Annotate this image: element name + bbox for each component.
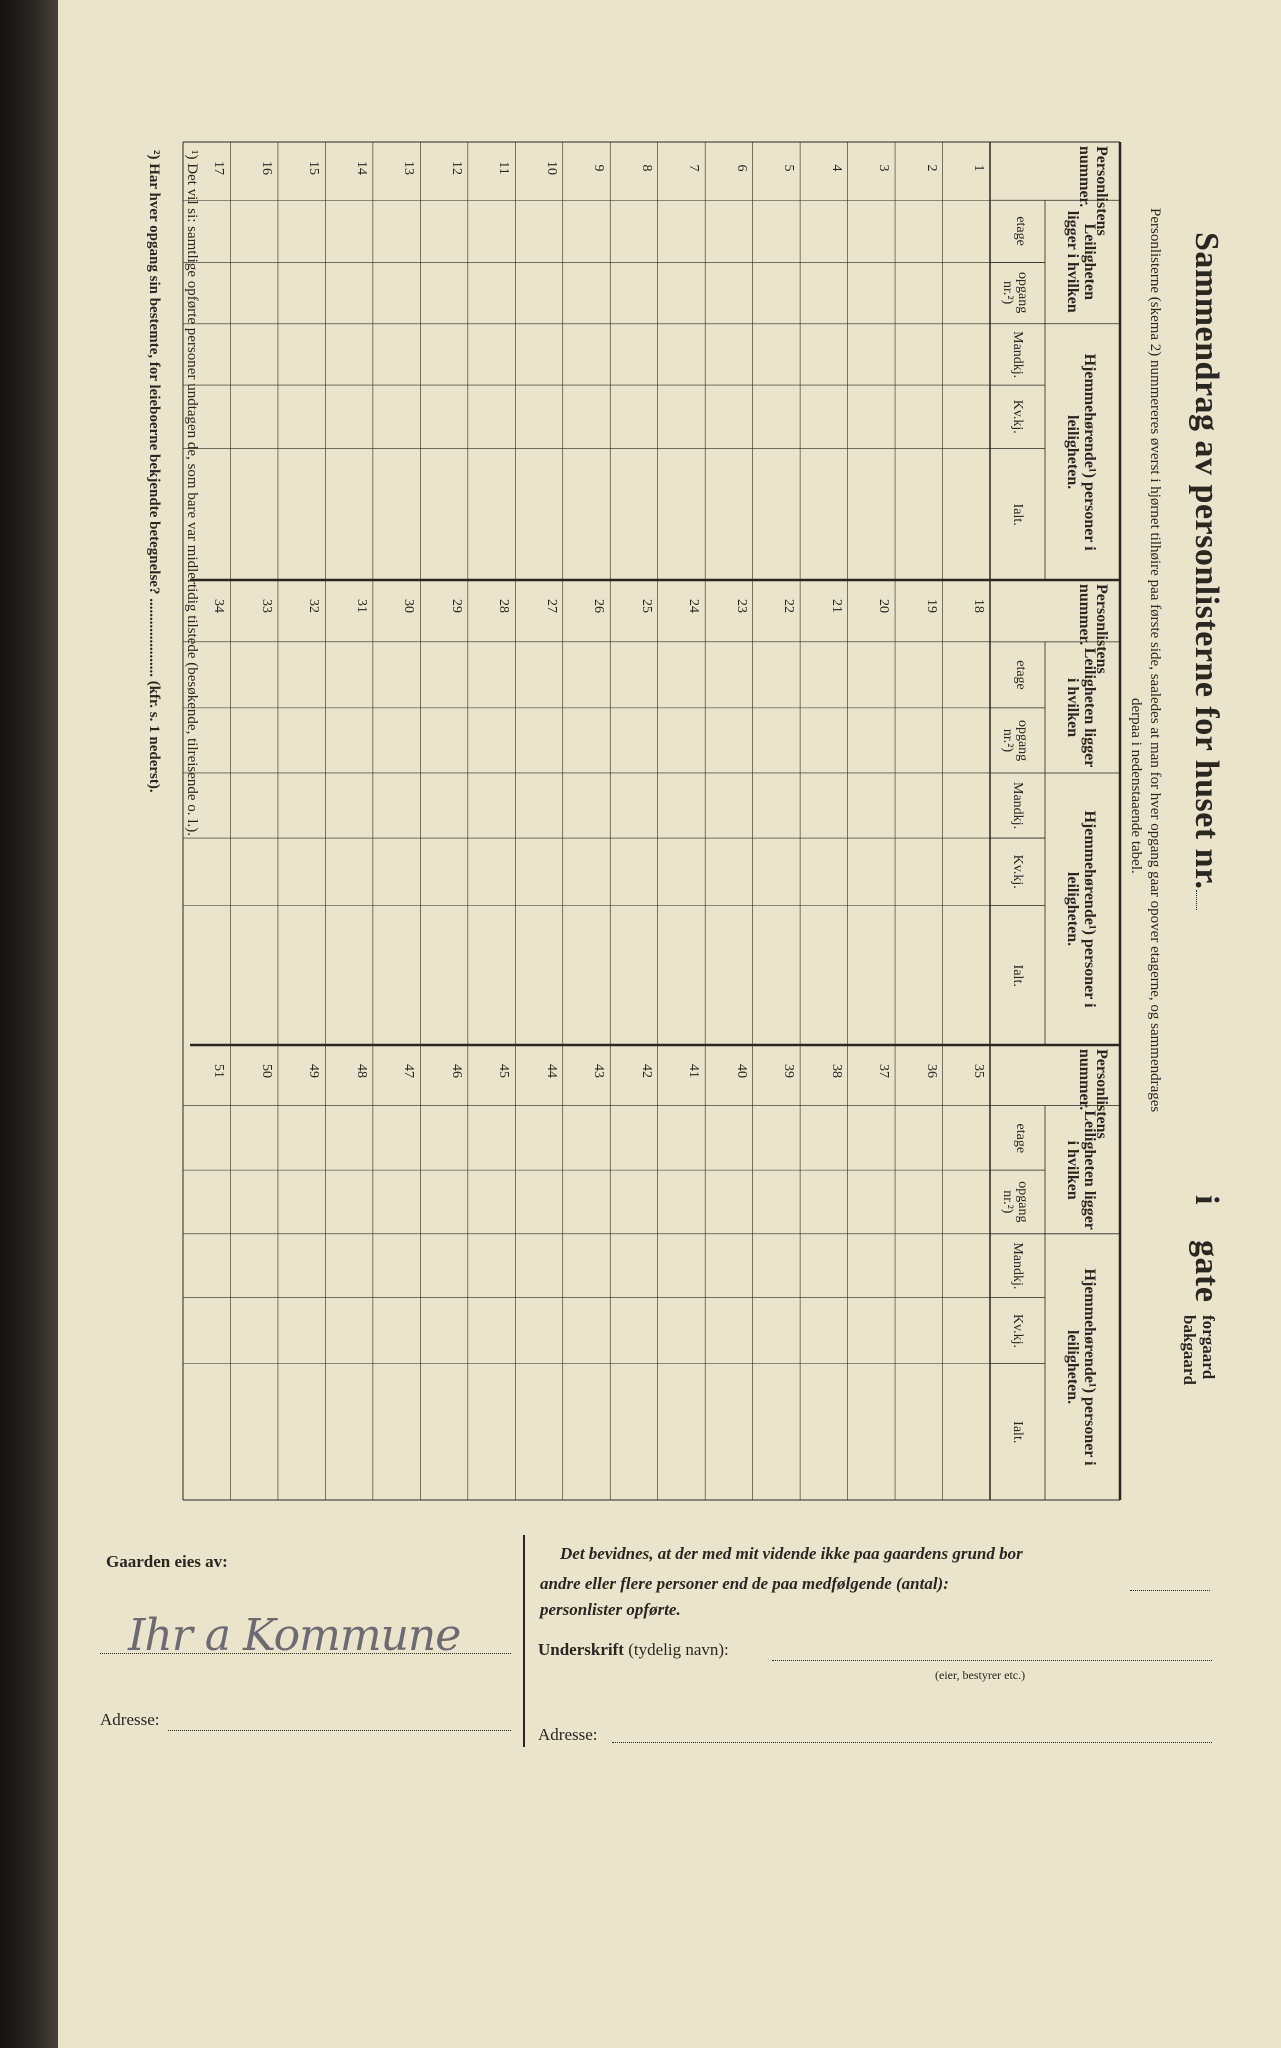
table-row-number: 14 [353,161,369,175]
owner-name-line[interactable] [100,1653,511,1654]
table-row-number: 51 [211,1064,227,1078]
table-row-number: 18 [971,599,986,613]
kvkj-column-header: Kv.kj. [1010,854,1025,889]
table-row-number: 12 [448,161,464,175]
mandkj-column-header: Mandkj. [1010,330,1025,378]
table-row-number: 38 [828,1064,844,1078]
table-row-number: 34 [211,599,227,613]
table-row-number: 13 [401,161,417,175]
etage-column-header: etage [1013,660,1028,690]
certification-line-1: Det bevidnes, at der med mit vidende ikke paa gaardens grund bor [560,1544,1023,1563]
table-row-number: 36 [923,1064,939,1078]
owner-label: Gaarden eies av: [106,1552,228,1571]
form-title-gate: gate [1188,1240,1225,1303]
table-row-number: 27 [543,599,559,613]
table-row-number: 28 [496,599,512,613]
table-row-number: 21 [828,599,844,613]
bottom-section-divider [523,1535,525,1747]
kvkj-column-header: Kv.kj. [1010,1313,1025,1348]
table-row-number: 37 [876,1064,892,1078]
table-row-number: 17 [211,161,227,175]
table-row-number: 33 [258,599,274,613]
table-row-number: 24 [686,599,702,613]
table-row-number: 42 [638,1064,654,1078]
table-row-number: 10 [543,161,559,175]
etage-column-header: etage [1013,1123,1028,1153]
table-row-number: 7 [686,164,702,172]
mandkj-column-header: Mandkj. [1010,781,1025,830]
signature-role-hint: (eier, bestyrer etc.) [935,1668,1026,1682]
table-row-number: 26 [591,599,607,613]
opgang-column-header: opgang nr.²) [1000,272,1030,314]
table-row-number: 48 [353,1064,369,1078]
table-row-number: 25 [638,599,654,613]
apartment-group-header: Leiligheten ligger i hvilken [1064,647,1098,768]
ialt-column-header: Ialt. [1010,1420,1025,1443]
residents-group-header: Hjemmehørende¹) personer i leiligheten. [1064,1268,1098,1466]
owner-address-line[interactable] [168,1730,511,1731]
table-row-number: 39 [781,1064,797,1078]
table-row-number: 50 [258,1064,274,1078]
footnote-1: ¹) Det vil si: samtlige opførte personer undtagen de, som bare var midlertidig tilstede (besøkende, tilreisende o. l.). [184,150,200,836]
apartment-group-header: Leiligheten ligger i hvilken [1064,211,1098,313]
kvkj-column-header: Kv.kj. [1010,399,1025,434]
residents-group-header: Hjemmehørende¹) personer i leiligheten. [1064,810,1098,1008]
table-row-number: 47 [401,1064,417,1078]
number-column-header: Personlistens nummer. [1076,584,1110,674]
number-column-header: Personlistens nummer. [1076,146,1110,236]
table-row-number: 46 [448,1064,464,1078]
certification-address-label: Adresse: [538,1725,598,1744]
table-row-number: 16 [258,161,274,175]
apartment-group-header: Leiligheten ligger i hvilken [1064,1109,1098,1230]
table-row-number: 29 [448,599,464,613]
ialt-column-header: Ialt. [1010,964,1025,987]
signature-label-group [538,1640,729,1660]
table-row-number: 3 [876,164,892,172]
table-row-number: 22 [781,599,797,613]
certification-line-3: personlister opførte. [540,1600,681,1619]
signature-label: Underskrift [538,1640,624,1659]
table-row-number: 35 [971,1064,986,1078]
opgang-column-header: opgang nr.²) [1000,1181,1030,1223]
table-row-number: 43 [591,1064,607,1078]
table-row-number: 6 [733,164,749,172]
table-row-number: 8 [638,164,654,172]
table-row-number: 11 [496,161,512,175]
table-row-number: 45 [496,1064,512,1078]
certification-count-blank[interactable] [1130,1590,1210,1591]
table-row-number: 44 [543,1064,559,1078]
certification-address-line[interactable] [612,1742,1212,1743]
owner-address-label: Adresse: [100,1710,160,1729]
mandkj-column-header: Mandkj. [1010,1242,1025,1290]
residents-group-header: Hjemmehørende¹) personer i leiligheten. [1064,353,1098,551]
table-row-number: 15 [306,161,322,175]
etage-column-header: etage [1013,216,1028,247]
table-row-number: 1 [971,164,986,172]
table-row-number: 40 [733,1064,749,1078]
forgaard-option: forgaard [1199,1315,1218,1380]
table-row-number: 2 [923,164,939,172]
bakgaard-option: bakgaard [1180,1315,1199,1385]
instructions-line-1: Personlisterne (skema 2) nummereres øverst i hjørnet tilhøire paa første side, saaledes at man for hver opgang gaar opover etagerne, og sammendrages [1147,208,1163,1113]
ialt-column-header: Ialt. [1010,503,1025,526]
owner-signature: Ihr a Kommune [128,1610,461,1661]
table-row-number: 5 [781,164,797,172]
signature-line[interactable] [772,1660,1212,1661]
number-column-header: Personlistens nummer. [1076,1049,1110,1139]
form-title-text: Sammendrag av personlisterne for huset nr. [1188,232,1225,890]
signature-hint: (tydelig navn): [628,1640,729,1659]
form-title [1187,232,1225,910]
table-row-number: 19 [923,599,939,613]
table-row-number: 41 [686,1064,702,1078]
table-row-number: 9 [591,164,607,172]
form-title-house-number-blank[interactable] [1196,890,1197,910]
table-row-number: 30 [401,599,417,613]
table-row-number: 32 [306,599,322,613]
table-row-number: 31 [353,599,369,613]
footnote-2: ²) Har hver opgang sin bestemte, for leieboerne bekjendte betegnelse? ..................... (kfr. s. 1 nederst). [146,150,162,793]
certification-line-2: andre eller flere personer end de paa medfølgende (antal): [540,1574,949,1593]
table-row-number: 49 [306,1064,322,1078]
opgang-column-header: opgang nr.²) [1000,719,1030,762]
table-row-number: 20 [876,599,892,613]
table-row-number: 23 [733,599,749,613]
instructions-line-2: derpaa i nedenstaaende tabel. [1128,698,1144,874]
table-row-number: 4 [828,164,844,172]
form-title-i: i [1188,1195,1225,1205]
